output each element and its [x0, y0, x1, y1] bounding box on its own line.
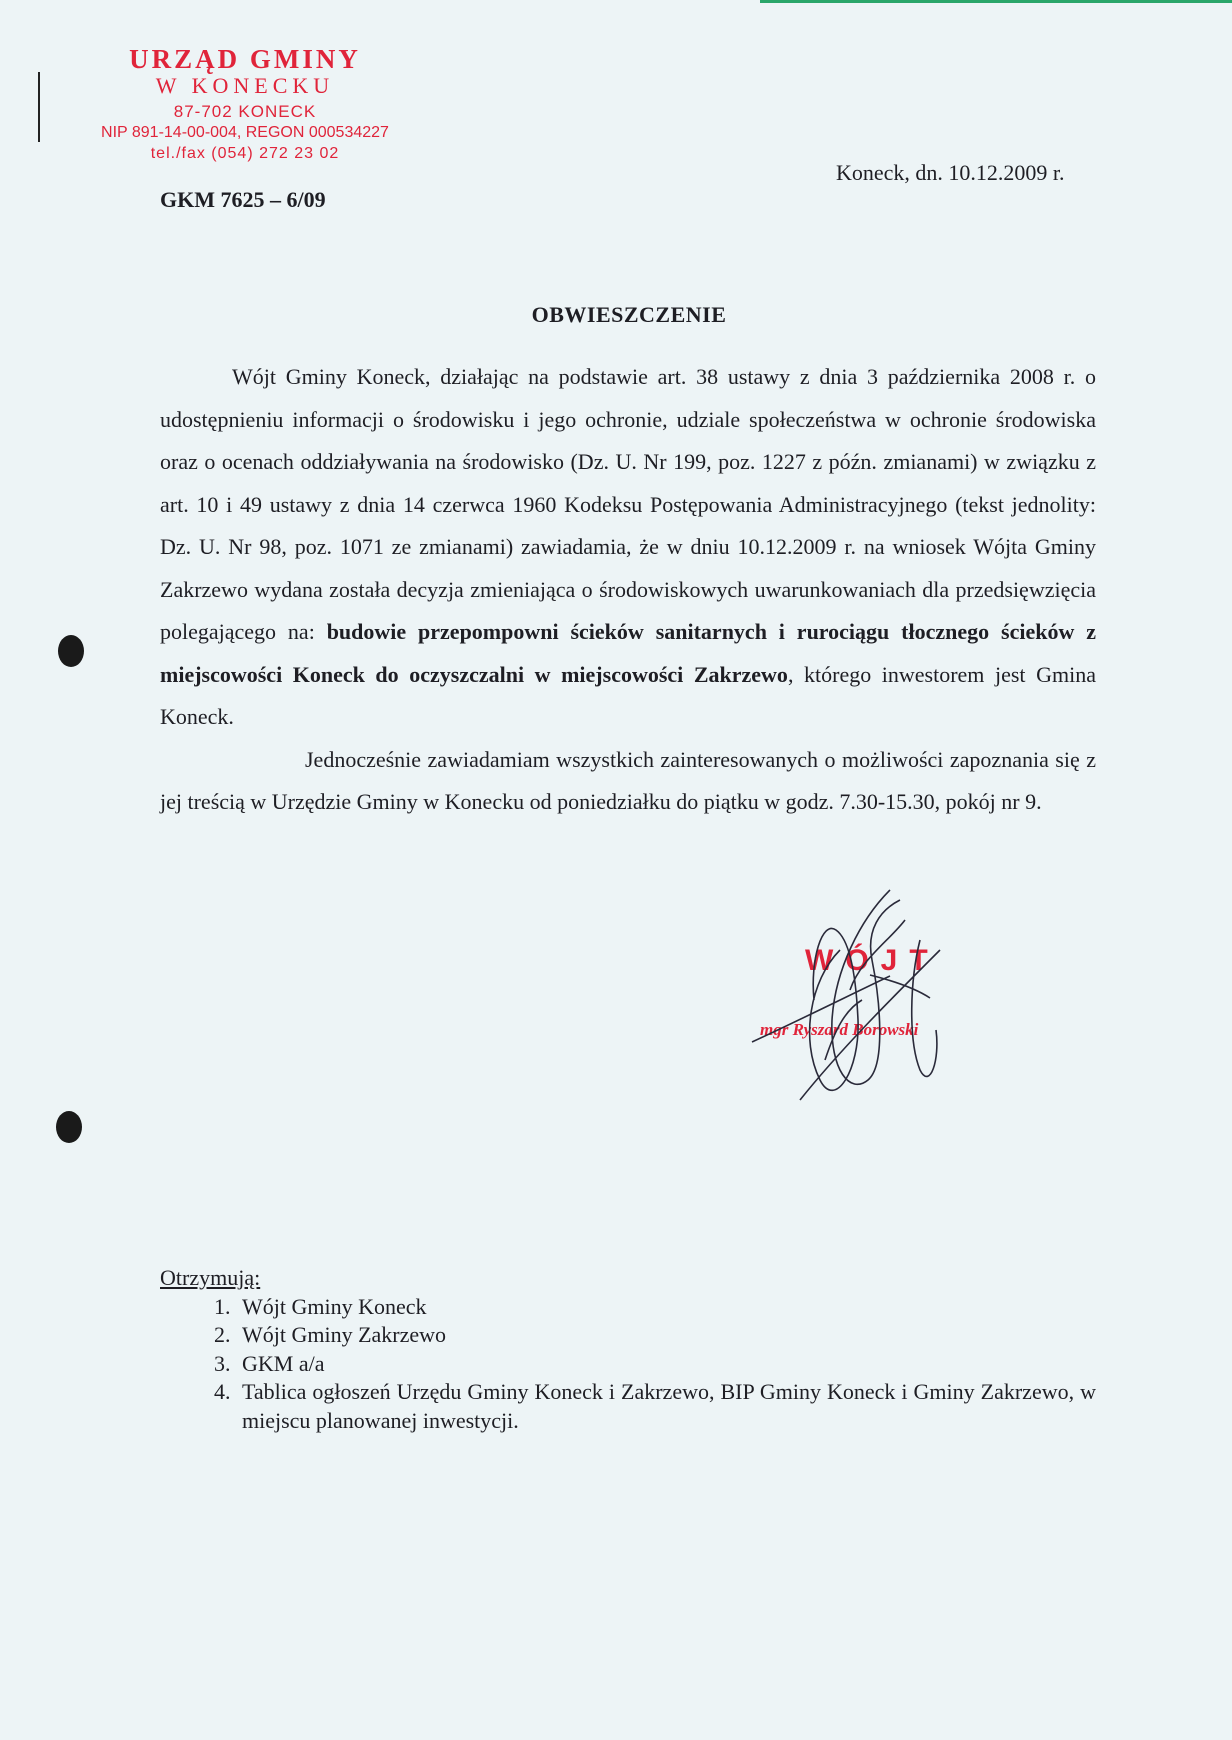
stamp-office-location: W KONECKU — [155, 73, 335, 98]
recipients-list — [160, 1293, 1096, 1436]
punch-hole — [56, 1111, 82, 1143]
margin-mark — [38, 72, 40, 142]
place-date: Koneck, dn. 10.12.2009 r. — [836, 160, 1065, 185]
scan-edge-line — [760, 0, 1232, 3]
punch-hole — [58, 635, 84, 667]
signature-stamp — [740, 880, 990, 1110]
recipients-section — [160, 1264, 1096, 1435]
notice-paragraph — [160, 356, 1096, 739]
notice-paragraph-info: Jednocześnie zawiadamiam wszystkich zainteresowanych o możliwości zapoznania się z jej treścią w Urzędzie Gminy w Konecku od poniedziałku do piątku w godz. 7.30-15.30, pokój nr 9. — [160, 746, 1096, 814]
document-title: OBWIESZCZENIE — [531, 302, 727, 327]
notice-body — [160, 356, 1096, 824]
recipient-item: 3. GKM a/a — [236, 1350, 1096, 1379]
paragraph-end-text: , którego inwestorem jest Gmina Koneck. — [160, 661, 1096, 729]
project-description: budowie przepompowni ścieków sanitarnych i rurociągu tłocznego ścieków z miejscowości Koneck do oczyszczalni w miejscowości Zakrzewo — [160, 619, 1096, 687]
stamp-postal-address: 87-702 KONECK — [173, 102, 317, 121]
recipients-heading: Otrzymują: — [160, 1265, 261, 1290]
reference-number: GKM 7625 – 6/09 — [160, 187, 326, 212]
signature-title: WÓJT — [805, 944, 940, 977]
recipient-item: 4. Tablica ogłoszeń Urzędu Gminy Koneck i Zakrzewo, BIP Gminy Koneck i Gminy Zakrzewo, w miejscu planowanej inwestycji. — [236, 1378, 1096, 1435]
stamp-phone: tel./fax (054) 272 23 02 — [150, 145, 340, 162]
office-stamp — [70, 44, 420, 164]
stamp-tax-ids: NIP 891-14-00-004, REGON 000534227 — [101, 124, 389, 141]
signature-name: mgr Ryszard Borowski — [760, 1020, 919, 1039]
recipient-item: 2. Wójt Gminy Zakrzewo — [236, 1321, 1096, 1350]
recipient-item: 1. Wójt Gminy Koneck — [236, 1293, 1096, 1322]
stamp-office-name: URZĄD GMINY — [129, 44, 361, 74]
paragraph-intro-text: Wójt Gminy Koneck, działając na podstawie art. 38 ustawy z dnia 3 października 2008 r. o udostępnieniu informacji o środowisku i jego ochronie, udziale społeczeństwa w ochronie środowiska oraz o ocenach oddziaływania na środowisko (Dz. U. Nr 199, poz. 1227 z późn. zmianami) w związku z art. 10 i 49 ustawy z dnia 14 czerwca 1960 Kodeksu Postępowania Administracyjnego (tekst jednolity: Dz. U. Nr 98, poz. 1071 ze zmianami) zawiadamia, że w dniu 10.12.2009 r. na wniosek Wójta Gminy Zakrzewo wydana została decyzja zmieniająca o środowiskowych uwarunkowaniach dla przedsięwzięcia polegającego na: — [160, 364, 1096, 644]
handwritten-signature — [752, 890, 940, 1100]
